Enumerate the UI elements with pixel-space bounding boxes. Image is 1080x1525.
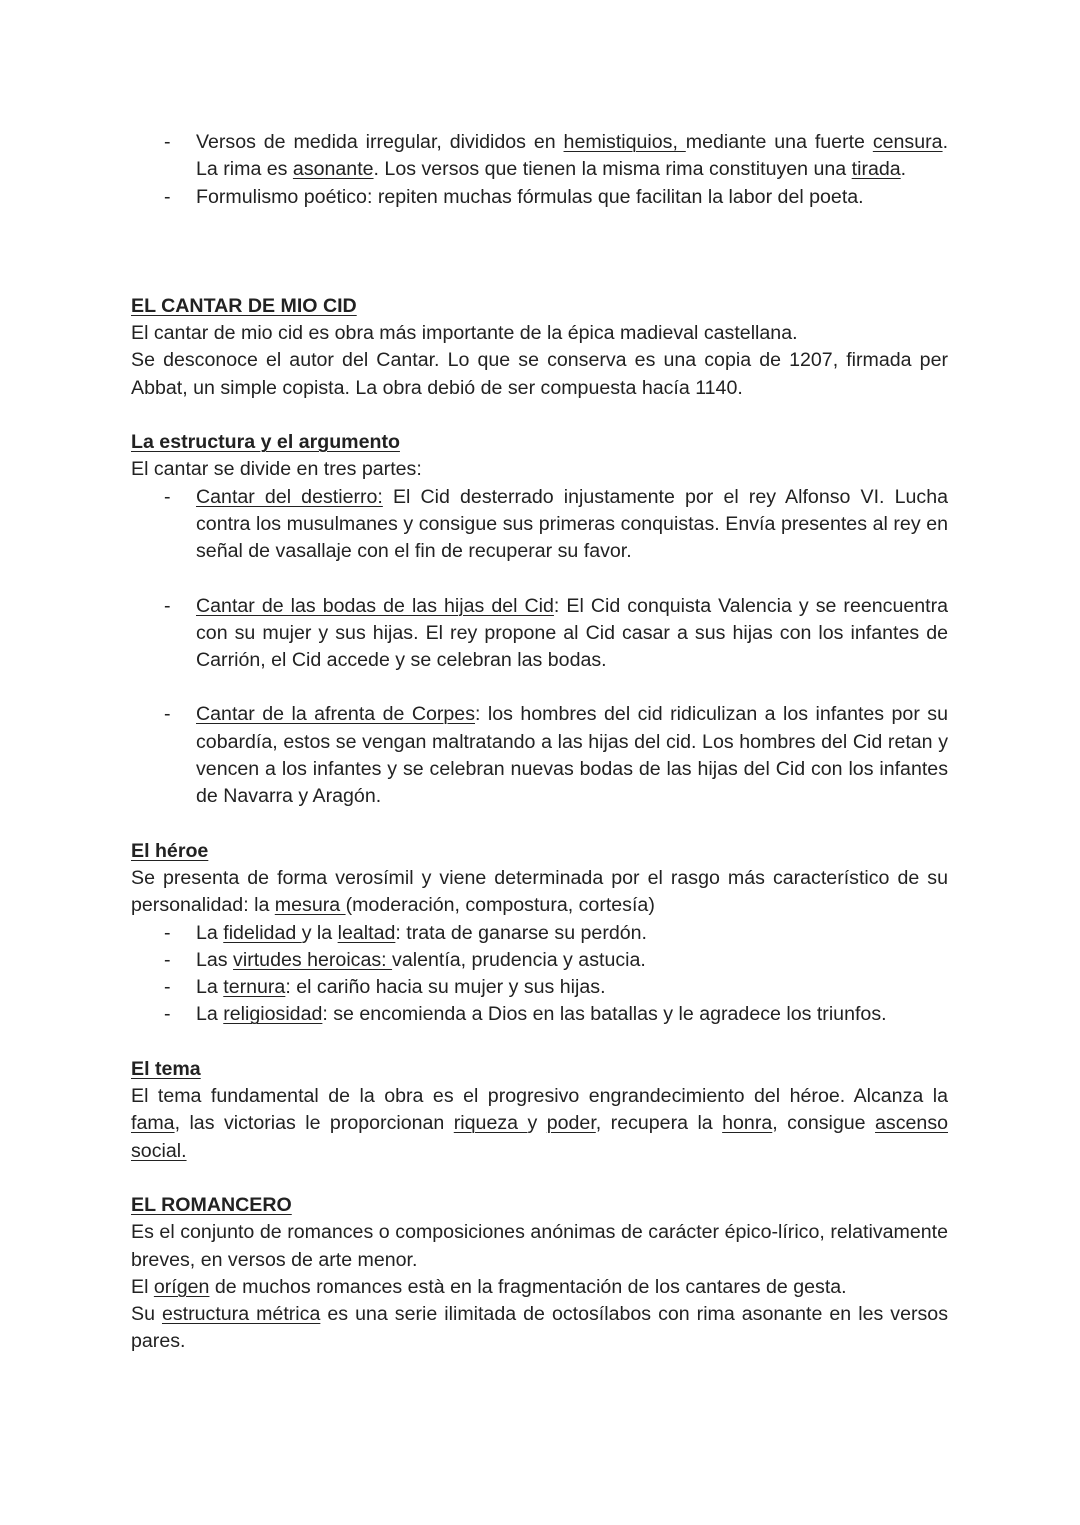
estructura-list: [131, 484, 948, 811]
list-item: - Cantar de la afrenta de Corpes: los hombres del cid ridiculizan a los infantes por su cobardía, estos se vengan maltratando a las hijas del cid. Los hombres del Cid retan y vencen a los infantes y se celebran nuevas bodas de las hijas del Cid con los infantes de Navarra y Aragón.: [164, 703, 948, 808]
heroe-list: [131, 920, 948, 1029]
document-page: [131, 129, 948, 1356]
term-hemistiquios: hemistiquios,: [563, 131, 686, 153]
list-dash: -: [164, 948, 171, 971]
list-item: - Las virtudes heroicas: valentía, prudencia y astucia.: [131, 947, 948, 974]
list-dash: -: [164, 485, 171, 508]
term-tirada: tirada: [851, 158, 901, 181]
list-dash: -: [164, 594, 171, 617]
term: ternura: [223, 976, 286, 999]
term-censura: censura: [872, 131, 943, 153]
intro-list: [131, 129, 948, 211]
heading-estructura: La estructura y el argumento: [131, 431, 400, 454]
list-dash: -: [164, 921, 171, 944]
term-asonante: asonante: [292, 158, 374, 181]
heading-romancero: EL ROMANCERO: [131, 1193, 292, 1216]
list-dash: -: [164, 185, 171, 208]
list-item: - Versos de medida irregular, divididos en hemistiquios, mediante una fuerte censura. La rima es asonante. Los versos que tienen la misma rima constituyen una tirada.: [164, 131, 949, 181]
term-estructura-metrica: estructura métrica: [161, 1303, 321, 1326]
heading-heroe: El héroe: [131, 839, 209, 862]
term: virtudes heroicas:: [233, 948, 393, 971]
list-item: - Cantar del destierro: El Cid desterrado injustamente por el rey Alfonso VI. Lucha contra los musulmanes y consigue sus primeras conquistas. Envía presentes al rey en señal de vasallaje con el fin de recuperar su favor.: [164, 485, 948, 563]
heading-tema: El tema: [131, 1057, 201, 1080]
paragraph: Se desconoce el autor del Cantar. Lo que se conserva es una copia de 1207, firmada per Abbat, un simple copista. La obra debió de ser compuesta hacía 1140.: [131, 349, 948, 399]
paragraph: Su estructura métrica es una serie ilimitada de octosílabos con rima asonante en les versos pares.: [131, 1303, 948, 1353]
list-item: - Formulismo poético: repiten muchas fórmulas que facilitan la labor del poeta.: [131, 184, 948, 211]
list-item: - La ternura: el cariño hacia su mujer y sus hijas.: [131, 974, 948, 1001]
term-mesura: mesura: [274, 894, 346, 917]
list-item: - La religiosidad: se encomienda a Dios en las batallas y le agradece los triunfos.: [131, 1001, 948, 1028]
term: lealtad: [337, 921, 396, 944]
list-dash: -: [164, 976, 171, 999]
paragraph: El cantar se divide en tres partes:: [131, 458, 422, 481]
heading-cantar-mio-cid: EL CANTAR DE MIO CID: [131, 294, 357, 317]
paragraph: Se presenta de forma verosímil y viene determinada por el rasgo más característico de su personalidad: la mesura (moderación, compostura, cortesía): [131, 866, 948, 917]
list-dash: -: [164, 131, 171, 153]
paragraph: El orígen de muchos romances està en la fragmentación de los cantares de gesta.: [131, 1275, 847, 1298]
part-title: Cantar del destierro:: [196, 485, 383, 508]
list-item: - Cantar de las bodas de las hijas del Cid: El Cid conquista Valencia y se reencuentra con su mujer y sus hijas. El rey propone al Cid casar a sus hijas con los infantes de Carrión, el Cid accede y se celebran las bodas.: [164, 594, 948, 672]
paragraph: El tema fundamental de la obra es el progresivo engrandecimiento del héroe. Alcanza la fama, las victorias le proporcionan riqueza y poder, recupera la honra, consigue ascenso social.: [131, 1085, 949, 1162]
paragraph: Es el conjunto de romances o composiciones anónimas de carácter épico-lírico, relativamente breves, en versos de arte menor.: [131, 1221, 948, 1271]
part-title: Cantar de las bodas de las hijas del Cid: [196, 594, 554, 617]
list-item: - La fidelidad y la lealtad: trata de ganarse su perdón.: [131, 920, 948, 947]
paragraph: El cantar de mio cid es obra más importante de la épica madieval castellana.: [131, 322, 798, 345]
term: fidelidad: [223, 921, 302, 944]
term: religiosidad: [223, 1003, 323, 1026]
term-origen: orígen: [153, 1275, 210, 1298]
list-dash: -: [164, 1003, 171, 1026]
part-title: Cantar de la afrenta de Corpes: [196, 703, 475, 726]
list-dash: -: [164, 703, 171, 726]
